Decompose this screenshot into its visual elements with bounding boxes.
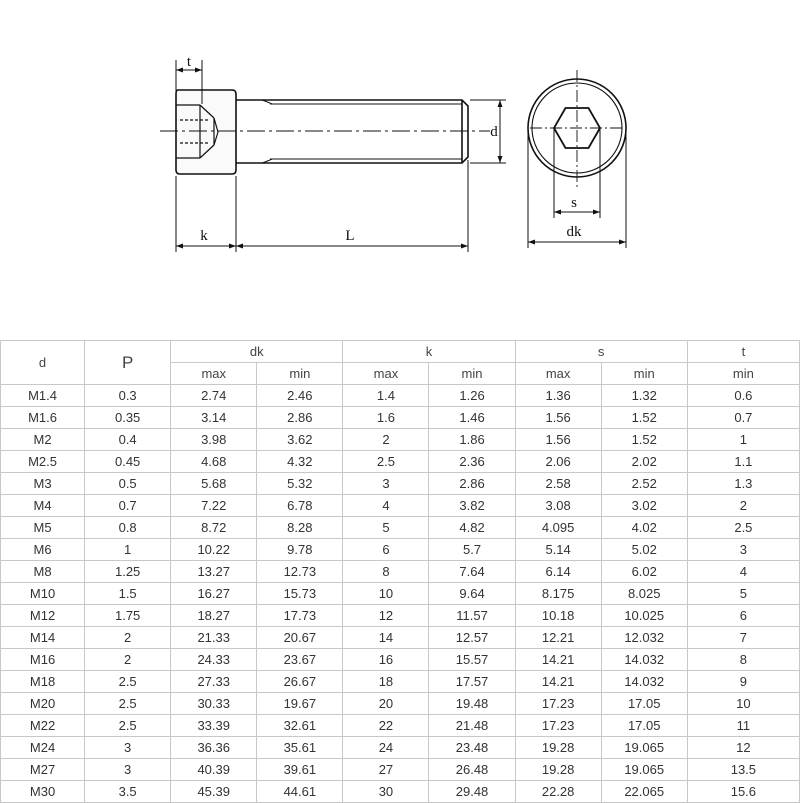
cell-dk-max: 3.14 (171, 407, 257, 429)
cell-s-min: 1.32 (601, 385, 687, 407)
subheader-s-min: min (601, 363, 687, 385)
cell-k-max: 8 (343, 561, 429, 583)
cell-dk-min: 3.62 (257, 429, 343, 451)
cell-k-max: 6 (343, 539, 429, 561)
cell-t-min: 9 (687, 671, 799, 693)
cell-dk-min: 32.61 (257, 715, 343, 737)
cell-k-min: 2.86 (429, 473, 515, 495)
cell-t-min: 0.7 (687, 407, 799, 429)
cell-P: 0.7 (85, 495, 171, 517)
cell-d: M4 (1, 495, 85, 517)
cell-s-max: 12.21 (515, 627, 601, 649)
cell-s-max: 6.14 (515, 561, 601, 583)
cell-k-min: 9.64 (429, 583, 515, 605)
cell-P: 0.35 (85, 407, 171, 429)
cell-P: 2.5 (85, 693, 171, 715)
cell-dk-min: 39.61 (257, 759, 343, 781)
cell-s-max: 3.08 (515, 495, 601, 517)
cell-k-min: 1.86 (429, 429, 515, 451)
table-row (1, 737, 800, 759)
cell-t-min: 1.1 (687, 451, 799, 473)
cell-k-max: 1.4 (343, 385, 429, 407)
cell-dk-max: 10.22 (171, 539, 257, 561)
cell-s-max: 1.36 (515, 385, 601, 407)
cell-dk-max: 27.33 (171, 671, 257, 693)
table-row (1, 781, 800, 803)
cell-t-min: 7 (687, 627, 799, 649)
cell-dk-max: 45.39 (171, 781, 257, 803)
header-P: P (85, 341, 171, 385)
cell-k-max: 22 (343, 715, 429, 737)
cell-s-max: 10.18 (515, 605, 601, 627)
cell-P: 1.25 (85, 561, 171, 583)
cell-t-min: 15.6 (687, 781, 799, 803)
cell-t-min: 2.5 (687, 517, 799, 539)
cell-k-max: 1.6 (343, 407, 429, 429)
cell-s-min: 17.05 (601, 693, 687, 715)
cell-P: 3 (85, 737, 171, 759)
cell-dk-max: 36.36 (171, 737, 257, 759)
table-row (1, 627, 800, 649)
cell-s-max: 22.28 (515, 781, 601, 803)
subheader-dk-max: max (171, 363, 257, 385)
cell-dk-max: 3.98 (171, 429, 257, 451)
cell-k-min: 5.7 (429, 539, 515, 561)
header-d: d (1, 341, 85, 385)
cell-P: 1.75 (85, 605, 171, 627)
table-row (1, 649, 800, 671)
cell-k-min: 15.57 (429, 649, 515, 671)
cell-s-min: 22.065 (601, 781, 687, 803)
table-row (1, 539, 800, 561)
cell-s-max: 4.095 (515, 517, 601, 539)
cell-t-min: 4 (687, 561, 799, 583)
cell-dk-min: 17.73 (257, 605, 343, 627)
cell-dk-max: 18.27 (171, 605, 257, 627)
cell-k-max: 30 (343, 781, 429, 803)
table-row (1, 407, 800, 429)
cell-P: 0.4 (85, 429, 171, 451)
cell-d: M1.4 (1, 385, 85, 407)
cell-s-min: 19.065 (601, 759, 687, 781)
cell-s-max: 2.06 (515, 451, 601, 473)
cell-dk-min: 8.28 (257, 517, 343, 539)
cell-s-min: 6.02 (601, 561, 687, 583)
cell-t-min: 1 (687, 429, 799, 451)
cell-k-min: 2.36 (429, 451, 515, 473)
cell-d: M22 (1, 715, 85, 737)
cell-dk-min: 12.73 (257, 561, 343, 583)
dimension-label-t: t (186, 54, 192, 70)
cell-dk-min: 15.73 (257, 583, 343, 605)
cell-dk-max: 13.27 (171, 561, 257, 583)
cell-s-min: 19.065 (601, 737, 687, 759)
cell-d: M3 (1, 473, 85, 495)
cell-d: M30 (1, 781, 85, 803)
cell-dk-max: 16.27 (171, 583, 257, 605)
cell-t-min: 8 (687, 649, 799, 671)
cell-P: 0.8 (85, 517, 171, 539)
cell-t-min: 13.5 (687, 759, 799, 781)
cell-dk-max: 8.72 (171, 517, 257, 539)
cell-k-min: 4.82 (429, 517, 515, 539)
cell-P: 3 (85, 759, 171, 781)
table-row (1, 671, 800, 693)
cell-s-max: 17.23 (515, 693, 601, 715)
cell-k-max: 27 (343, 759, 429, 781)
cell-k-min: 3.82 (429, 495, 515, 517)
cell-k-min: 17.57 (429, 671, 515, 693)
cell-s-min: 10.025 (601, 605, 687, 627)
cell-k-min: 23.48 (429, 737, 515, 759)
cell-s-min: 2.02 (601, 451, 687, 473)
cell-dk-max: 7.22 (171, 495, 257, 517)
cell-P: 2 (85, 649, 171, 671)
cell-s-min: 14.032 (601, 671, 687, 693)
cell-k-min: 29.48 (429, 781, 515, 803)
cell-k-max: 2 (343, 429, 429, 451)
cell-k-max: 24 (343, 737, 429, 759)
dimension-label-k: k (200, 228, 208, 244)
cell-dk-min: 44.61 (257, 781, 343, 803)
cell-dk-min: 6.78 (257, 495, 343, 517)
cell-s-min: 8.025 (601, 583, 687, 605)
cell-k-max: 3 (343, 473, 429, 495)
cell-d: M18 (1, 671, 85, 693)
header-t: t (687, 341, 799, 363)
cell-d: M14 (1, 627, 85, 649)
cell-s-max: 1.56 (515, 407, 601, 429)
cell-P: 2.5 (85, 715, 171, 737)
cell-s-min: 4.02 (601, 517, 687, 539)
subheader-t-min: min (687, 363, 799, 385)
cell-t-min: 6 (687, 605, 799, 627)
cell-d: M6 (1, 539, 85, 561)
table-row (1, 715, 800, 737)
cell-t-min: 1.3 (687, 473, 799, 495)
cell-k-max: 4 (343, 495, 429, 517)
cell-k-max: 18 (343, 671, 429, 693)
cell-k-min: 19.48 (429, 693, 515, 715)
cell-dk-min: 20.67 (257, 627, 343, 649)
header-k: k (343, 341, 515, 363)
cell-dk-max: 33.39 (171, 715, 257, 737)
cell-k-max: 12 (343, 605, 429, 627)
cell-t-min: 2 (687, 495, 799, 517)
cell-s-min: 2.52 (601, 473, 687, 495)
cell-dk-max: 30.33 (171, 693, 257, 715)
cell-k-max: 10 (343, 583, 429, 605)
cell-s-max: 14.21 (515, 671, 601, 693)
cell-k-min: 26.48 (429, 759, 515, 781)
header-dk: dk (171, 341, 343, 363)
cell-dk-min: 19.67 (257, 693, 343, 715)
table-row (1, 451, 800, 473)
subheader-s-max: max (515, 363, 601, 385)
subheader-k-max: max (343, 363, 429, 385)
cell-dk-min: 2.86 (257, 407, 343, 429)
cell-d: M12 (1, 605, 85, 627)
cell-k-max: 20 (343, 693, 429, 715)
cell-s-max: 19.28 (515, 759, 601, 781)
dimension-label-s: s (571, 195, 577, 211)
table-row (1, 583, 800, 605)
cell-s-min: 12.032 (601, 627, 687, 649)
cell-dk-max: 40.39 (171, 759, 257, 781)
cell-s-max: 14.21 (515, 649, 601, 671)
table-row (1, 473, 800, 495)
cell-d: M27 (1, 759, 85, 781)
cell-d: M1.6 (1, 407, 85, 429)
cell-P: 2.5 (85, 671, 171, 693)
cell-s-min: 17.05 (601, 715, 687, 737)
cell-dk-min: 23.67 (257, 649, 343, 671)
cell-P: 1 (85, 539, 171, 561)
screw-technical-drawing (0, 0, 800, 300)
cell-dk-max: 5.68 (171, 473, 257, 495)
subheader-dk-min: min (257, 363, 343, 385)
cell-d: M20 (1, 693, 85, 715)
cell-t-min: 3 (687, 539, 799, 561)
cell-k-min: 1.26 (429, 385, 515, 407)
cell-s-min: 1.52 (601, 429, 687, 451)
table-row (1, 517, 800, 539)
screw-end-view (528, 70, 626, 190)
cell-s-max: 17.23 (515, 715, 601, 737)
cell-k-max: 5 (343, 517, 429, 539)
dimension-label-dk: dk (566, 224, 582, 240)
cell-d: M5 (1, 517, 85, 539)
cell-s-min: 3.02 (601, 495, 687, 517)
header-s: s (515, 341, 687, 363)
cell-t-min: 11 (687, 715, 799, 737)
dimension-spec-table (0, 340, 800, 803)
cell-P: 3.5 (85, 781, 171, 803)
cell-d: M2.5 (1, 451, 85, 473)
cell-s-max: 2.58 (515, 473, 601, 495)
table-row (1, 495, 800, 517)
screw-head-outline (176, 90, 236, 174)
table-row (1, 385, 800, 407)
cell-k-max: 14 (343, 627, 429, 649)
cell-dk-min: 26.67 (257, 671, 343, 693)
cell-P: 2 (85, 627, 171, 649)
cell-d: M10 (1, 583, 85, 605)
cell-k-max: 2.5 (343, 451, 429, 473)
cell-k-min: 7.64 (429, 561, 515, 583)
dimension-label-L: L (345, 228, 355, 244)
cell-t-min: 10 (687, 693, 799, 715)
table-row (1, 693, 800, 715)
cell-s-min: 5.02 (601, 539, 687, 561)
cell-t-min: 0.6 (687, 385, 799, 407)
cell-P: 0.5 (85, 473, 171, 495)
cell-d: M24 (1, 737, 85, 759)
cell-dk-max: 4.68 (171, 451, 257, 473)
cell-k-min: 1.46 (429, 407, 515, 429)
cell-s-max: 8.175 (515, 583, 601, 605)
cell-P: 0.3 (85, 385, 171, 407)
cell-dk-min: 9.78 (257, 539, 343, 561)
dimension-label-d: d (490, 124, 498, 140)
cell-d: M8 (1, 561, 85, 583)
cell-s-max: 5.14 (515, 539, 601, 561)
cell-k-min: 11.57 (429, 605, 515, 627)
cell-dk-max: 2.74 (171, 385, 257, 407)
cell-k-min: 12.57 (429, 627, 515, 649)
cell-s-max: 19.28 (515, 737, 601, 759)
table-row (1, 561, 800, 583)
cell-s-max: 1.56 (515, 429, 601, 451)
cell-d: M16 (1, 649, 85, 671)
cell-d: M2 (1, 429, 85, 451)
cell-t-min: 5 (687, 583, 799, 605)
table-row (1, 429, 800, 451)
cell-P: 0.45 (85, 451, 171, 473)
table-row (1, 605, 800, 627)
cell-dk-min: 5.32 (257, 473, 343, 495)
table-row (1, 759, 800, 781)
cell-s-min: 1.52 (601, 407, 687, 429)
cell-t-min: 12 (687, 737, 799, 759)
cell-k-min: 21.48 (429, 715, 515, 737)
cell-dk-max: 24.33 (171, 649, 257, 671)
table-header-row-1 (1, 341, 800, 363)
cell-dk-min: 2.46 (257, 385, 343, 407)
cell-dk-min: 4.32 (257, 451, 343, 473)
cell-P: 1.5 (85, 583, 171, 605)
cell-dk-max: 21.33 (171, 627, 257, 649)
cell-s-min: 14.032 (601, 649, 687, 671)
cell-k-max: 16 (343, 649, 429, 671)
cell-dk-min: 35.61 (257, 737, 343, 759)
screw-side-view (160, 90, 490, 174)
subheader-k-min: min (429, 363, 515, 385)
